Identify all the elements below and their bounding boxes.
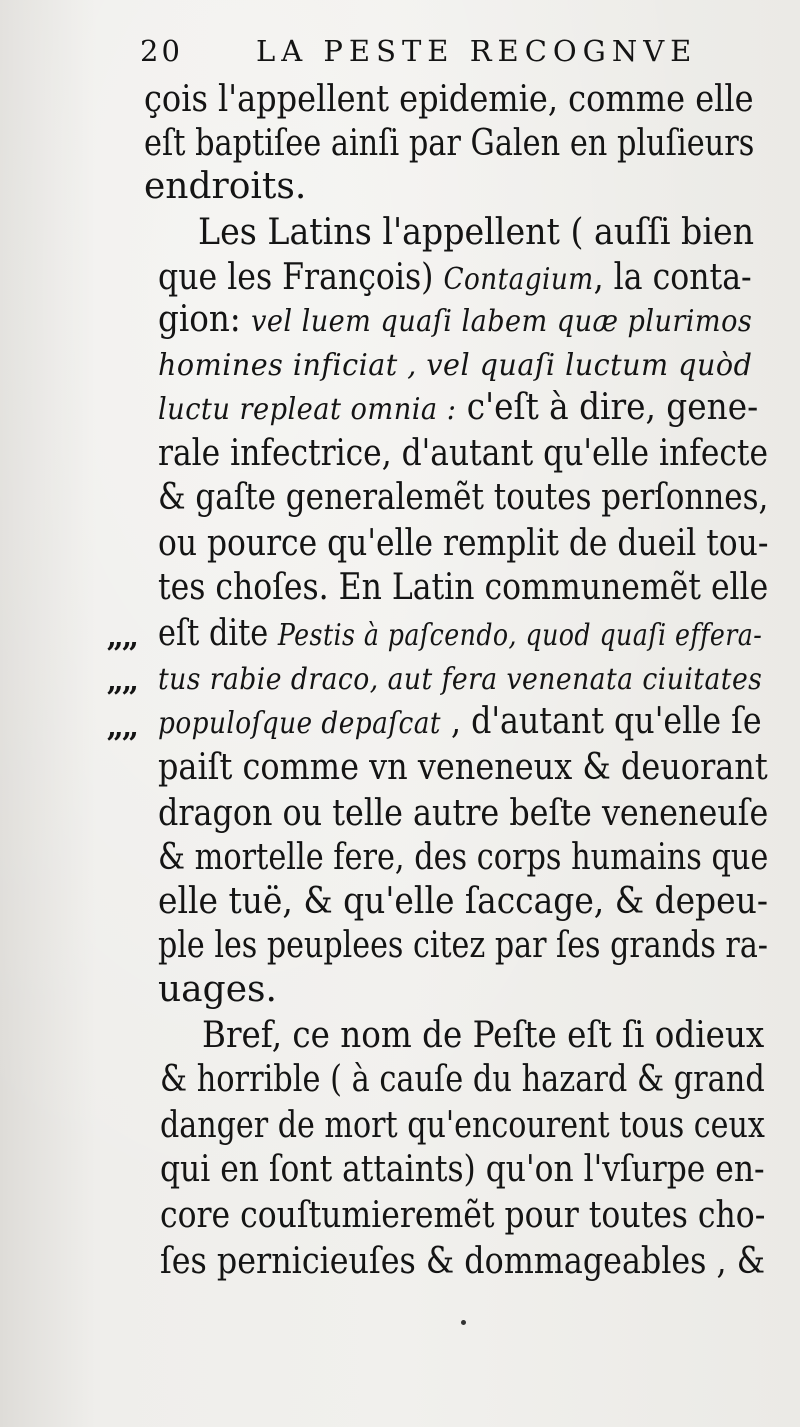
text-segment: eſt dite xyxy=(158,613,278,654)
latin-italic-segment: homines inficiat , vel quaſi luctum quòd xyxy=(158,348,753,383)
margin-quote-mark: ”” xyxy=(106,727,137,762)
text-line xyxy=(160,1240,765,1284)
text-line xyxy=(158,836,768,880)
text-line xyxy=(158,880,768,924)
text-segment: , la conta- xyxy=(593,257,752,298)
text-line xyxy=(158,792,768,836)
text-segment: , d'autant qu'elle ſe xyxy=(440,701,762,742)
text-segment: ou pource qu'elle remplit de dueil tou- xyxy=(158,523,769,564)
text-line xyxy=(158,612,762,656)
text-line xyxy=(202,1014,764,1058)
text-line xyxy=(158,432,768,476)
page-number: 20 xyxy=(140,34,183,68)
text-segment: uages. xyxy=(158,969,277,1010)
text-line xyxy=(158,700,762,744)
ink-speck xyxy=(461,1320,466,1325)
text-line xyxy=(198,211,754,255)
text-segment: ſes pernicieuſes & dommageables , & xyxy=(160,1241,765,1282)
text-segment: que les François) xyxy=(158,257,444,298)
margin-quote-mark: ”” xyxy=(106,681,137,716)
text-line xyxy=(158,566,768,610)
latin-italic-segment: Contagium xyxy=(443,262,594,297)
text-line xyxy=(158,746,768,790)
text-segment: c'eſt à dire, gene- xyxy=(456,387,759,428)
latin-italic-segment: vel luem quaſi labem quæ plurimos xyxy=(251,304,753,339)
latin-italic-segment: luctu repleat omnia : xyxy=(158,392,457,427)
margin-quote-mark: ”” xyxy=(106,637,137,672)
text-segment: tes choſes. En Latin communemẽt elle xyxy=(158,567,769,608)
text-line xyxy=(160,1148,765,1192)
text-segment: çois l'appellent epidemie, comme elle xyxy=(144,79,754,120)
text-line xyxy=(158,522,768,566)
text-segment: & gaſte generalemẽt toutes perſonnes, xyxy=(158,477,769,518)
text-segment: ple les peuplees citez par ſes grands ra- xyxy=(158,925,768,966)
text-line xyxy=(158,298,752,342)
text-segment: & mortelle fere, des corps humains que xyxy=(158,837,769,878)
text-line xyxy=(160,1058,765,1102)
text-line xyxy=(160,1194,765,1238)
text-segment: danger de mort qu'encourent tous ceux xyxy=(160,1105,765,1146)
text-line xyxy=(158,656,762,700)
text-line xyxy=(160,1104,765,1148)
text-line xyxy=(158,386,758,430)
text-segment: gion: xyxy=(158,299,252,340)
text-segment: Les Latins l'appellent ( auſſi bien xyxy=(198,212,755,253)
text-line xyxy=(144,78,754,122)
text-line xyxy=(158,476,768,520)
text-segment: dragon ou telle autre beſte veneneuſe xyxy=(158,793,769,834)
text-segment: paiſt comme vn veneneux & deuorant xyxy=(158,747,768,788)
text-line xyxy=(158,342,752,386)
text-segment: elle tuë, & qu'elle ſaccage, & depeu- xyxy=(158,881,768,922)
text-line xyxy=(158,968,277,1012)
text-line xyxy=(144,122,754,166)
text-line xyxy=(144,165,306,209)
text-segment: Bref, ce nom de Peſte eſt ſi odieux xyxy=(202,1015,765,1056)
text-segment: endroits. xyxy=(144,166,307,207)
text-line xyxy=(158,256,752,300)
text-segment: & horrible ( à cauſe du hazard & grand xyxy=(160,1059,765,1100)
text-segment: qui en ſont attaints) qu'on l'vſurpe en- xyxy=(160,1149,765,1190)
running-head xyxy=(140,30,780,78)
latin-italic-segment: tus rabie draco, aut fera venenata ciuitates xyxy=(158,662,763,697)
running-title: LA PESTE RECOGNVE xyxy=(256,34,698,68)
latin-italic-segment: Pestis à paſcendo, quod quaſi effera- xyxy=(277,618,763,653)
text-segment: rale infectrice, d'autant qu'elle infecte xyxy=(158,433,769,474)
text-segment: eſt baptiſee ainſi par Galen en pluſieurs xyxy=(144,123,755,164)
text-line xyxy=(158,924,768,968)
text-segment: core couſtumieremẽt pour toutes cho- xyxy=(160,1195,766,1236)
latin-italic-segment: populoſque depaſcat xyxy=(158,706,441,741)
